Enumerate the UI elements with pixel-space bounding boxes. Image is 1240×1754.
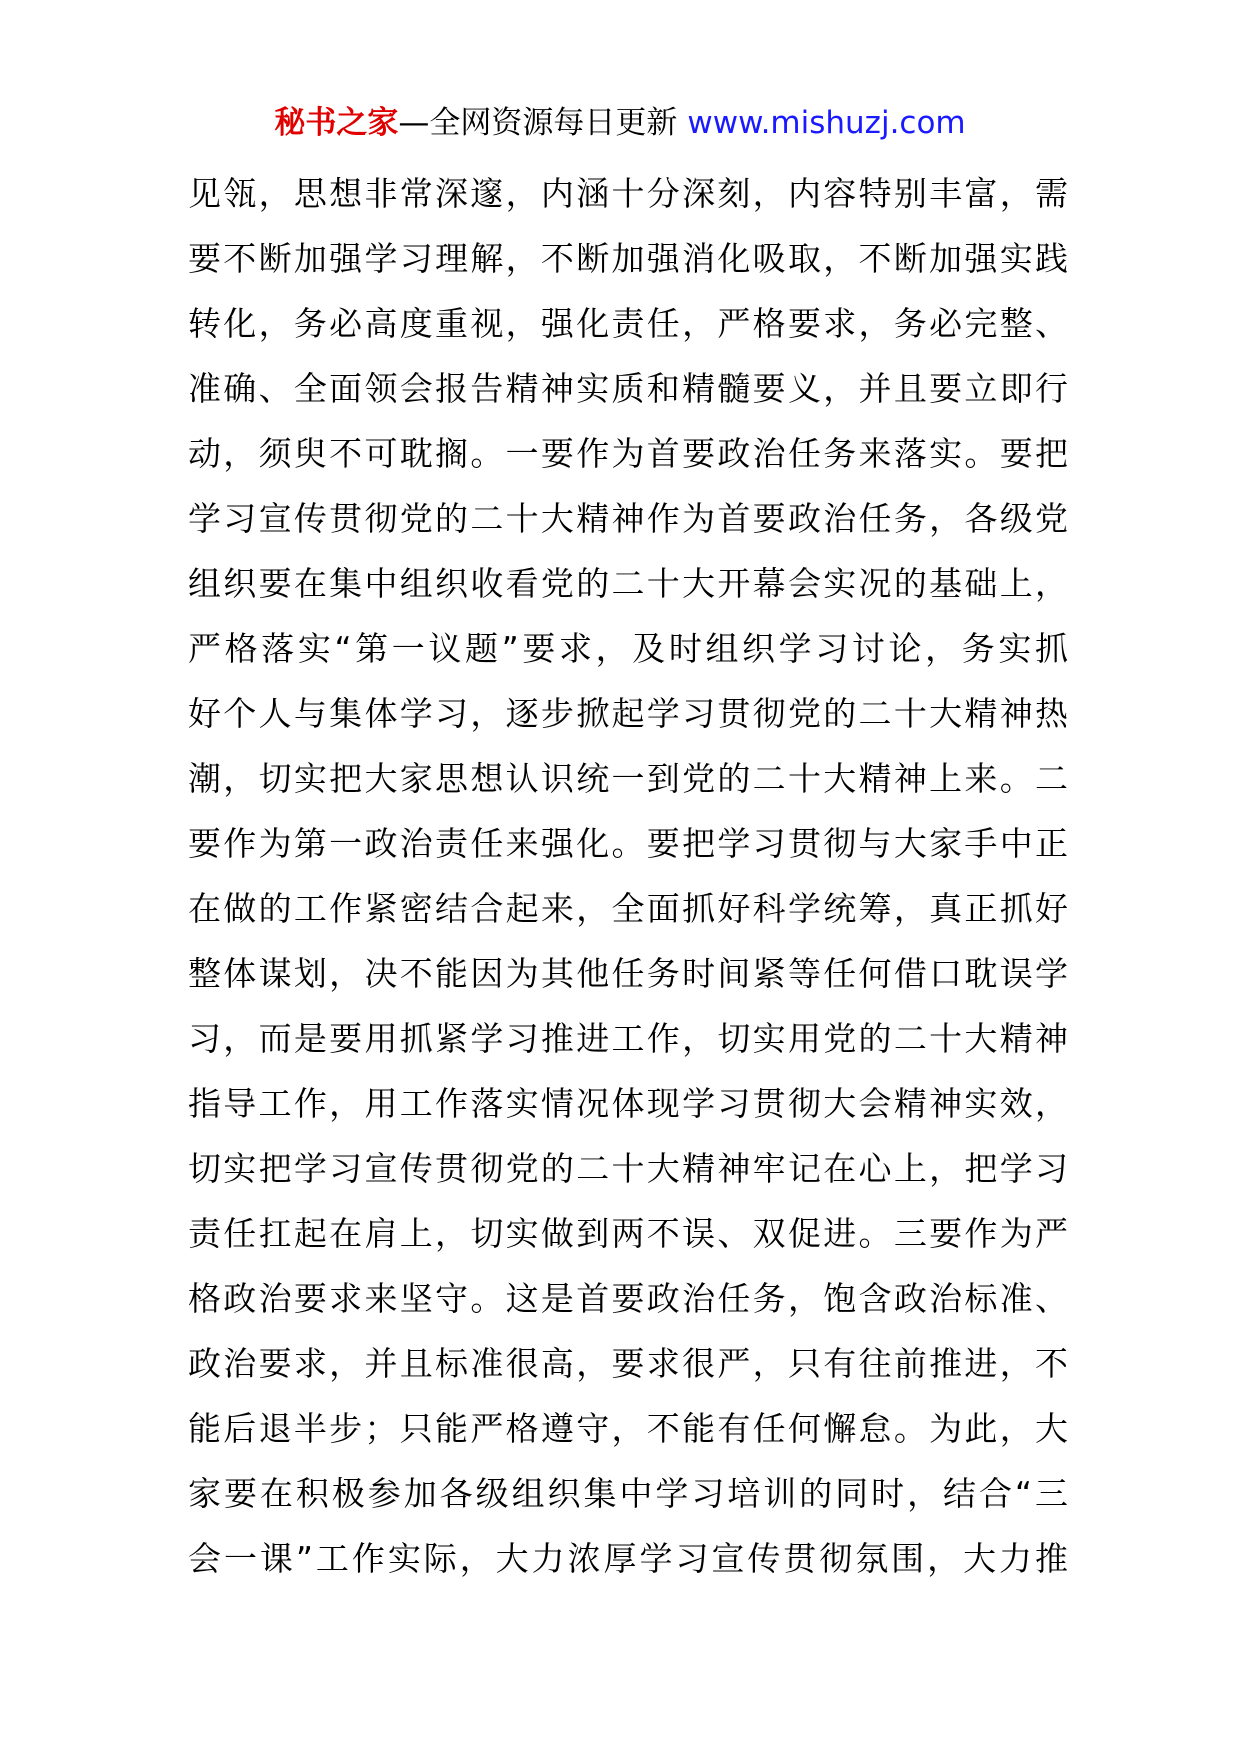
text-line: 指导工作，用工作落实情况体现学习贯彻大会精神实效， — [188, 1084, 1068, 1123]
text-line: 转化，务必高度重视，强化责任，严格要求，务必完整、 — [188, 304, 1068, 343]
header-tagline: —全网资源每日更新 — [398, 105, 678, 141]
text-line: 学习宣传贯彻党的二十大精神作为首要政治任务，各级党 — [188, 499, 1068, 538]
text-line: 政治要求，并且标准很高，要求很严，只有往前推进，不 — [188, 1344, 1068, 1383]
text-line: 能后退半步；只能严格遵守，不能有任何懈怠。为此，大 — [188, 1409, 1068, 1448]
header-url-link[interactable]: www.mishuzj.com — [687, 105, 966, 141]
text-line: 格政治要求来坚守。这是首要政治任务，饱含政治标准、 — [188, 1279, 1068, 1318]
header-brand: 秘书之家 — [274, 105, 399, 141]
text-line: 组织要在集中组织收看党的二十大开幕会实况的基础上， — [188, 564, 1068, 603]
text-line: 潮，切实把大家思想认识统一到党的二十大精神上来。二 — [188, 759, 1068, 798]
text-line: 要作为第一政治责任来强化。要把学习贯彻与大家手中正 — [188, 824, 1068, 863]
text-line: 责任扛起在肩上，切实做到两不误、双促进。三要作为严 — [188, 1214, 1068, 1253]
text-line: 见瓴，思想非常深邃，内涵十分深刻，内容特别丰富，需 — [188, 174, 1068, 213]
text-line: 准确、全面领会报告精神实质和精髓要义，并且要立即行 — [188, 369, 1068, 408]
text-line: 会一课”工作实际，大力浓厚学习宣传贯彻氛围，大力推 — [188, 1539, 1068, 1578]
page-header — [0, 100, 1240, 146]
text-line: 严格落实“第一议题”要求，及时组织学习讨论，务实抓 — [188, 629, 1068, 668]
text-line: 切实把学习宣传贯彻党的二十大精神牢记在心上，把学习 — [188, 1149, 1068, 1188]
text-line: 在做的工作紧密结合起来，全面抓好科学统筹，真正抓好 — [188, 889, 1068, 928]
body-text — [188, 161, 1068, 1591]
text-line: 要不断加强学习理解，不断加强消化吸取，不断加强实践 — [188, 239, 1068, 278]
text-line: 整体谋划，决不能因为其他任务时间紧等任何借口耽误学 — [188, 954, 1068, 993]
text-line: 家要在积极参加各级组织集中学习培训的同时，结合“三 — [188, 1474, 1068, 1513]
text-line: 好个人与集体学习，逐步掀起学习贯彻党的二十大精神热 — [188, 694, 1068, 733]
text-line: 动，须臾不可耽搁。一要作为首要政治任务来落实。要把 — [188, 434, 1068, 473]
text-line: 习，而是要用抓紧学习推进工作，切实用党的二十大精神 — [188, 1019, 1068, 1058]
